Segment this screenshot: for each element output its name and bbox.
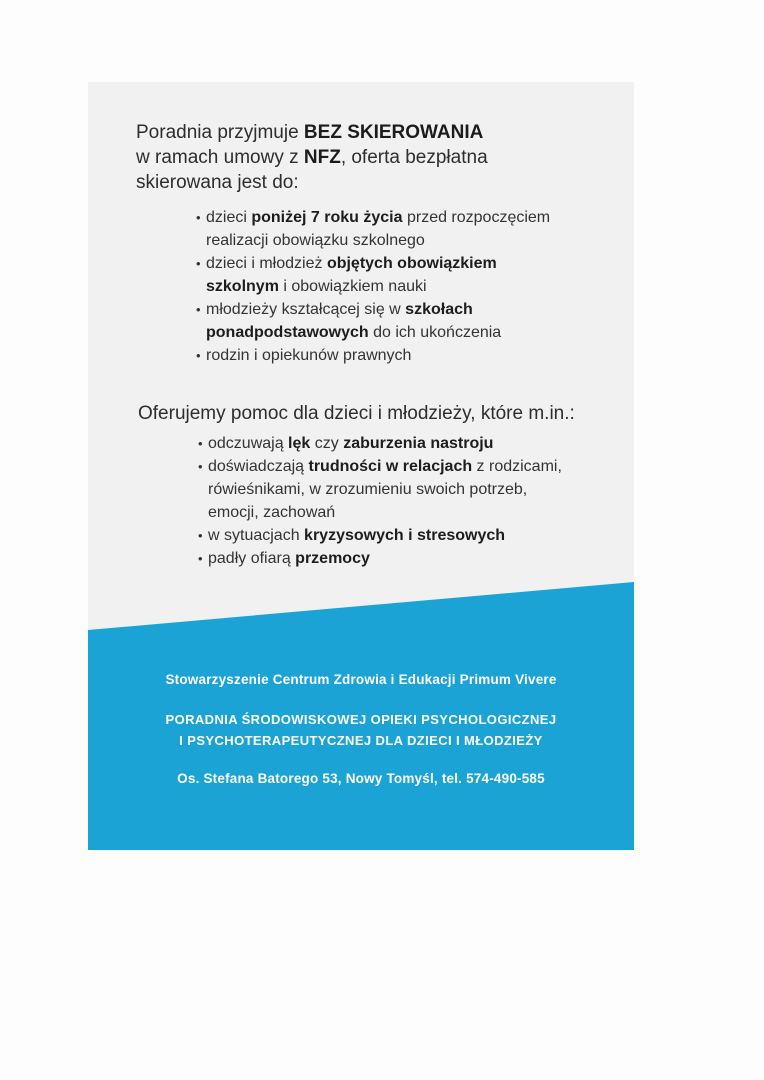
intro-line-3: skierowana jest do: (136, 172, 299, 193)
clinic-line-2: I PSYCHOTERAPEUTYCZNEJ DLA DZIECI I MŁODZIEŻY (179, 733, 543, 748)
clinic-name (88, 709, 634, 751)
association-name: Stowarzyszenie Centrum Zdrowia i Edukacji Primum Vivere (165, 672, 557, 687)
list-item: • doświadczają trudności w relacjach z rodzicami, rówieśnikami, w zrozumieniu swoich potrzeb, emocji, zachowań (198, 455, 618, 524)
intro-paragraph (136, 120, 596, 195)
address: Os. Stefana Batorego 53, Nowy Tomyśl, tel. 574-490-585 (177, 771, 545, 786)
list-item: • rodzin i opiekunów prawnych (196, 344, 616, 367)
list-item: • padły ofiarą przemocy (198, 547, 618, 570)
eligibility-list (196, 206, 616, 367)
clinic-line-1: PORADNIA ŚRODOWISKOWEJ OPIEKI PSYCHOLOGICZNEJ (165, 712, 557, 727)
list-item: • w sytuacjach kryzysowych i stresowych (198, 524, 618, 547)
list-item: • młodzieży kształcącej się w szkołach ponadpodstawowych do ich ukończenia (196, 298, 616, 344)
footer (88, 672, 634, 786)
flyer (88, 82, 634, 850)
list-item: • odczuwają lęk czy zaburzenia nastroju (198, 432, 618, 455)
intro-line-1: Poradnia przyjmuje BEZ SKIEROWANIA (136, 122, 484, 143)
list-item: • dzieci i młodzież objętych obowiązkiem szkolnym i obowiązkiem nauki (196, 252, 616, 298)
intro-line-2: w ramach umowy z NFZ, oferta bezpłatna (136, 147, 488, 168)
list-item: • dzieci poniżej 7 roku życia przed rozpoczęciem realizacji obowiązku szkolnego (196, 206, 616, 252)
offer-heading: Oferujemy pomoc dla dzieci i młodzieży, które m.in.: (138, 403, 575, 424)
offer-list (198, 432, 618, 570)
